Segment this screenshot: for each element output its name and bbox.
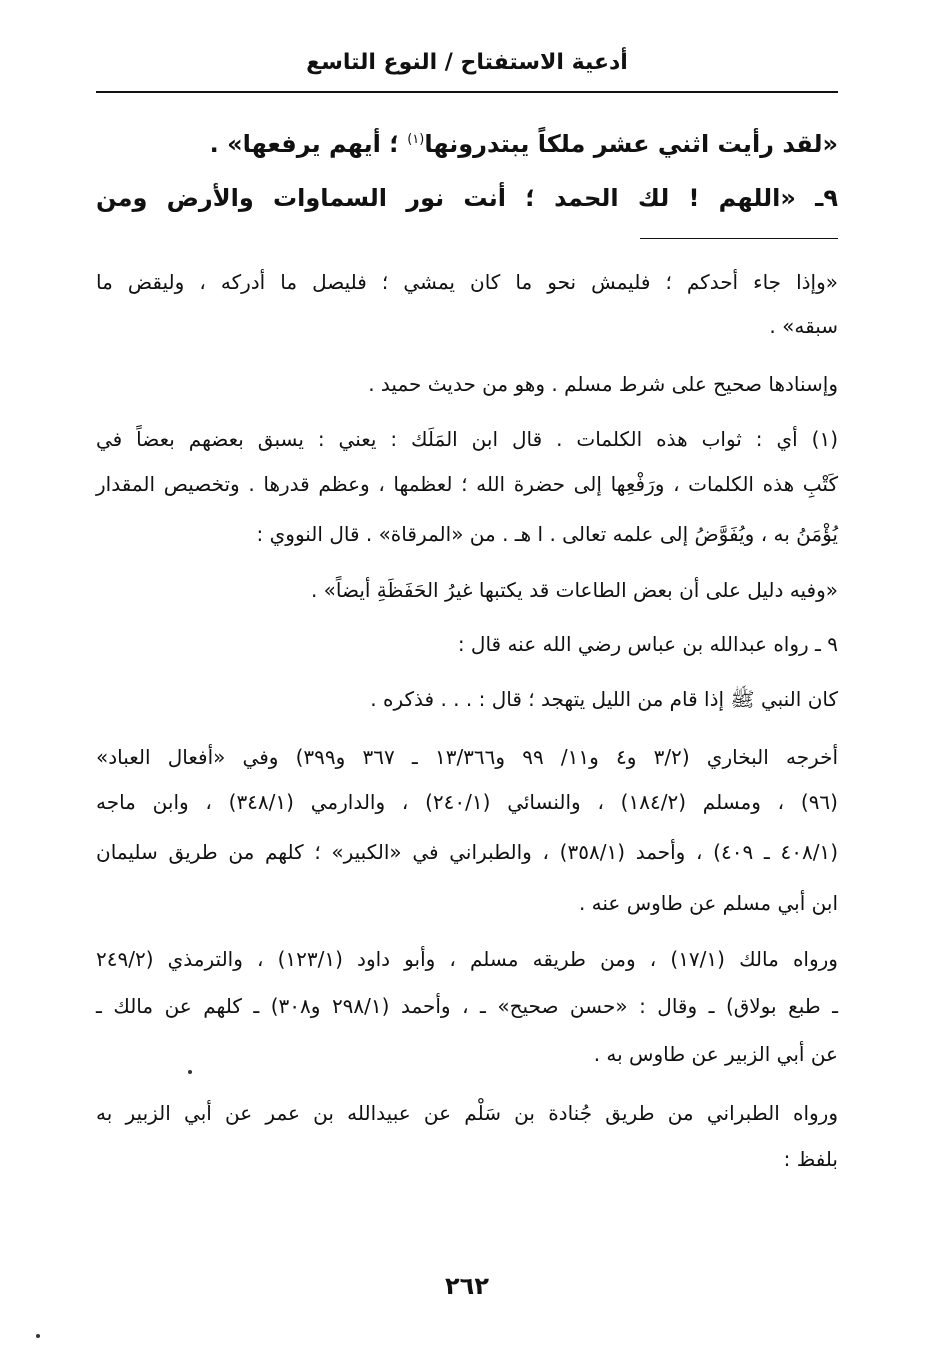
hadith-9-heading: ٩ ـ رواه عبدالله بن عباس رضي الله عنه قال : — [457, 632, 838, 656]
takhrij-line-4: ابن أبي مسلم عن طاوس عنه . — [578, 891, 838, 915]
footnote-reference: (١) — [407, 132, 425, 147]
hadith-9-text: كان النبي ﷺ إذا قام من الليل يتهجد ؛ قال : . . . فذكره . — [370, 687, 838, 711]
takhrij-line-7: عن أبي الزبير عن طاوس به . — [593, 1042, 838, 1066]
main-text-line-1 — [96, 120, 838, 164]
note-line-3: وإسنادها صحيح على شرط مسلم . وهو من حديث حميد . — [368, 372, 838, 396]
takhrij-line-5: ورواه مالك (١٧/١) ، ومن طريقه مسلم ، وأبو داود (١٢٣/١) ، والترمذي (٢٤٩/٢ — [96, 947, 838, 971]
takhrij-line-9: بلفظ : — [783, 1147, 838, 1171]
header-rule — [96, 91, 838, 93]
main-text-line-2: ٩ـ «اللهم ! لك الحمد ؛ أنت نور السماوات والأرض ومن — [96, 184, 838, 212]
main-text-line-1-a: «لقد رأيت اثني عشر ملكاً يبتدرونها — [424, 130, 838, 158]
takhrij-line-1: أخرجه البخاري (٣/٢ و٤ و١١/ ٩٩ و١٣/٣٦٦ ـ ٣٦٧ و٣٩٩) وفي «أفعال العباد» — [96, 745, 839, 769]
footnote-line-3: يُؤْمَنُ به ، ويُفَوَّضُ إلى علمه تعالى . ا هـ . من «المرقاة» . قال النووي : — [256, 522, 838, 546]
scan-speck — [36, 1334, 40, 1338]
footnote-line-2: كَتْبِ هذه الكلمات ، ورَفْعِها إلى حضرة الله ؛ لعظمها ، وعظم قدرها . وتخصيص المقدار — [96, 472, 838, 496]
note-line-2: سبقه» . — [769, 314, 838, 338]
scan-speck — [188, 1070, 192, 1074]
note-line-1: «وإذا جاء أحدكم ؛ فليمش نحو ما كان يمشي ؛ فليصل ما أدركه ، وليقض ما — [96, 270, 838, 294]
footnote-line-4: «وفيه دليل على أن بعض الطاعات قد يكتبها غيرُ الحَفَظَةِ أيضاً» . — [310, 578, 838, 602]
footnote-separator — [640, 238, 838, 239]
takhrij-line-2: (٩٦) ، ومسلم (١٨٤/٢) ، والنسائي (٢٤٠/١) ، والدارمي (٣٤٨/١) ، وابن ماجه — [96, 790, 838, 814]
main-text-line-1-b: ؛ أيهم يرفعها» . — [209, 130, 399, 158]
takhrij-line-6: ـ طبع بولاق) ـ وقال : «حسن صحيح» ـ ، وأحمد (٢٩٨/١ و٣٠٨) ـ كلهم عن مالك ـ — [96, 994, 839, 1018]
takhrij-line-8: ورواه الطبراني من طريق جُنادة بن سَلْم عن عبيدالله بن عمر عن أبي الزبير به — [96, 1101, 838, 1125]
page-number: ٢٦٢ — [445, 1272, 489, 1300]
takhrij-line-3: (٤٠٨/١ ـ ٤٠٩) ، وأحمد (٣٥٨/١) ، والطبراني في «الكبير» ؛ كلهم من طريق سليمان — [96, 840, 838, 864]
footnote-line-1: (١) أي : ثواب هذه الكلمات . قال ابن المَلَك : يعني : يسبق بعضهم بعضاً في — [96, 427, 838, 451]
running-header: أدعية الاستفتاح / النوع التاسع — [306, 50, 628, 75]
